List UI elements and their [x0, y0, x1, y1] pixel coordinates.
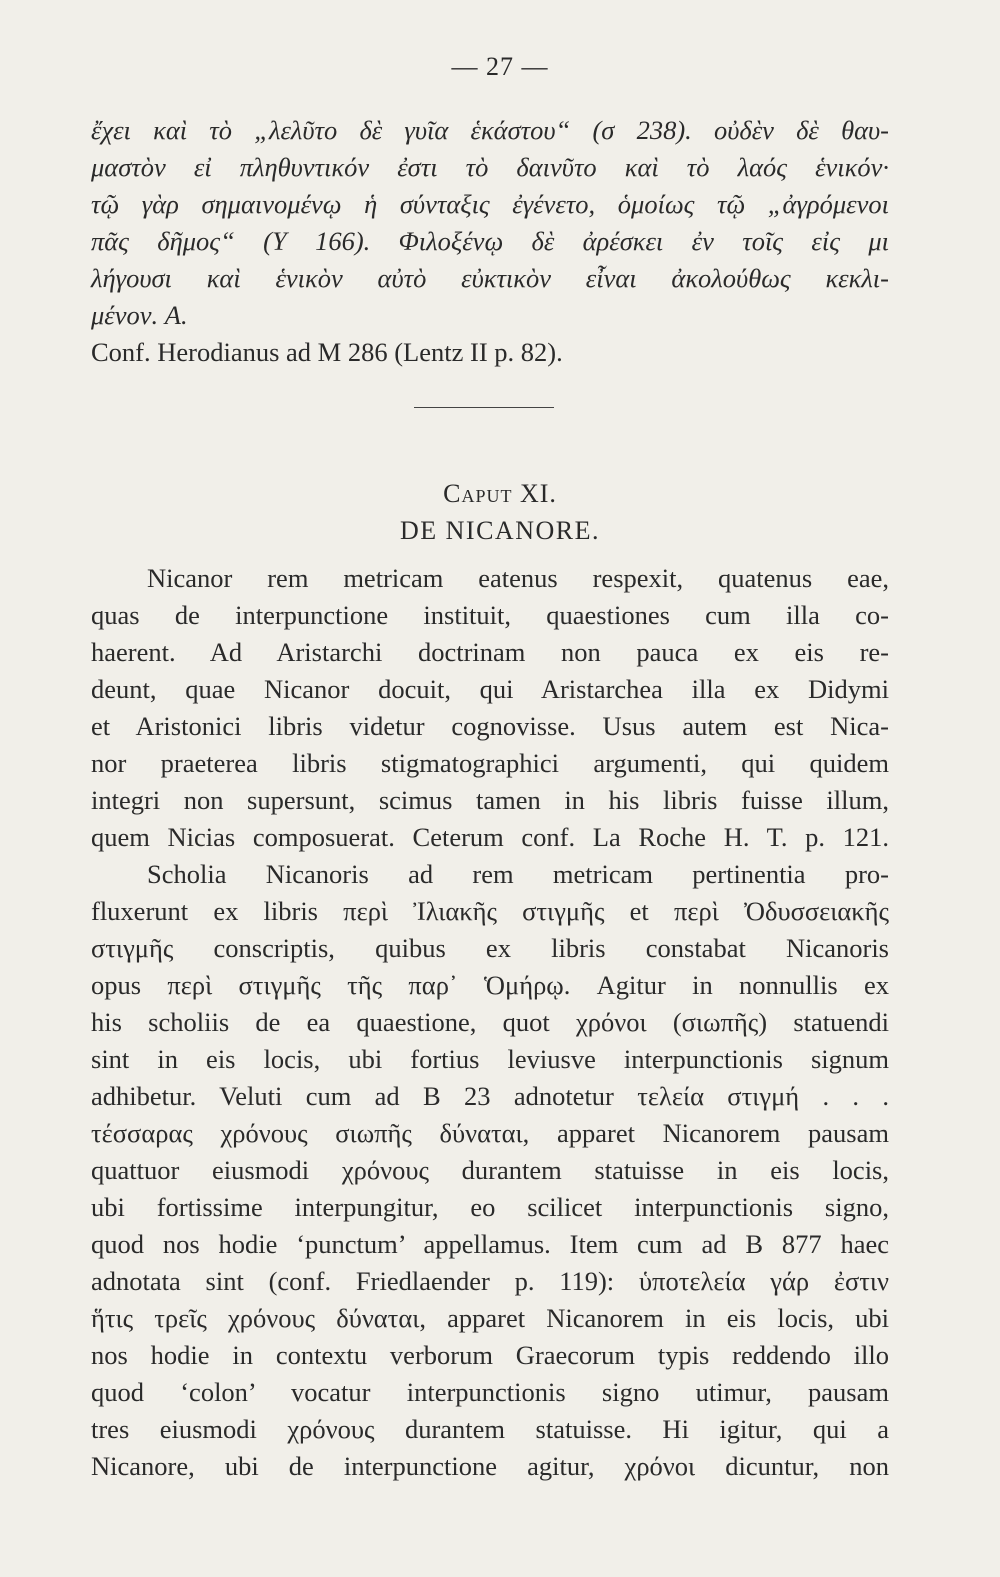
text-line: ἥτις τρεῖς χρόνους δύναται, apparet Nicanorem in eis locis, ubi [91, 1303, 889, 1333]
chapter-number: Caput XI. [443, 479, 557, 508]
text-line: quod nos hodie ‘punctum’ appellamus. Item cum ad B 877 haec [91, 1229, 889, 1259]
text-line: quod ‘colon’ vocatur interpunctionis signo utimur, pausam [91, 1377, 889, 1407]
text-line: τῷ γὰρ σημαινομένῳ ἡ σύνταξις ἐγένετο, ὁμοίως τῷ „ἀγρόμενοι [91, 189, 889, 219]
top-text-block [91, 112, 889, 371]
text-line: deunt, quae Nicanor docuit, qui Aristarchea illa ex Didymi [91, 674, 889, 704]
reference-line: Conf. Herodianus ad M 286 (Lentz II p. 82). [91, 337, 563, 367]
text-line: ἔχει καὶ τὸ „λελῦτο δὲ γυῖα ἑκάστου“ (σ 238). οὐδὲν δὲ θαυ- [91, 115, 889, 145]
text-line: et Aristonici libris videtur cognovisse. Usus autem est Nica- [91, 711, 889, 741]
text-line: nor praeterea libris stigmatographici argumenti, qui quidem [91, 748, 889, 778]
text-line: adnotata sint (conf. Friedlaender p. 119): ὑποτελεία γάρ ἐστιν [91, 1266, 889, 1296]
text-line: quem Nicias composuerat. Ceterum conf. La Roche H. T. p. 121. [91, 822, 889, 852]
chapter-title: DE NICANORE. [400, 516, 600, 545]
text-line: Nicanore, ubi de interpunctione agitur, χρόνοι dicuntur, non [91, 1451, 889, 1481]
text-line: fluxerunt ex libris περὶ Ἰλιακῆς στιγμῆς et περὶ Ὀδυσσειακῆς [91, 896, 889, 926]
section-divider [414, 407, 554, 408]
text-line: sint in eis locis, ubi fortius leviusve interpunctionis signum [91, 1044, 889, 1074]
text-line: μαστὸν εἰ πληθυντικόν ἐστι τὸ δαινῦτο καὶ τὸ λαός ἑνικόν· [91, 152, 889, 182]
page-number: — 27 — [451, 52, 549, 81]
text-line: haerent. Ad Aristarchi doctrinam non pauca ex eis re- [91, 637, 889, 667]
text-line: λήγουσι καὶ ἑνικὸν αὐτὸ εὐκτικὸν εἶναι ἀκολούθως κεκλι- [91, 263, 889, 293]
text-line: nos hodie in contextu verborum Graecorum typis reddendo illo [91, 1340, 889, 1370]
text-line: quattuor eiusmodi χρόνους durantem statuisse in eis locis, [91, 1155, 889, 1185]
text-line: quas de interpunctione instituit, quaestiones cum illa co- [91, 600, 889, 630]
text-line: μένον. A. [91, 300, 188, 330]
text-line: τέσσαρας χρόνους σιωπῆς δύναται, apparet Nicanorem pausam [91, 1118, 889, 1148]
text-line: adhibetur. Veluti cum ad B 23 adnotetur τελεία στιγμή . . . [91, 1081, 889, 1111]
text-line: στιγμῆς conscriptis, quibus ex libris constabat Nicanoris [91, 933, 889, 963]
text-line: Nicanor rem metricam eatenus respexit, quatenus eae, [147, 563, 889, 593]
text-line: tres eiusmodi χρόνους durantem statuisse. Hi igitur, qui a [91, 1414, 889, 1444]
text-line: Scholia Nicanoris ad rem metricam pertinentia pro- [147, 859, 889, 889]
text-line: opus περὶ στιγμῆς τῆς παρ᾿ Ὁμήρῳ. Agitur in nonnullis ex [91, 970, 889, 1000]
body-text-block [91, 560, 889, 1485]
text-line: integri non supersunt, scimus tamen in his libris fuisse illum, [91, 785, 889, 815]
text-line: ubi fortissime interpungitur, eo scilicet interpunctionis signo, [91, 1192, 889, 1222]
text-line: his scholiis de ea quaestione, quot χρόνοι (σιωπῆς) statuendi [91, 1007, 889, 1037]
text-line: πᾶς δῆμος“ (Υ 166). Φιλοξένῳ δὲ ἀρέσκει ἐν τοῖς εἰς μι [91, 226, 889, 256]
